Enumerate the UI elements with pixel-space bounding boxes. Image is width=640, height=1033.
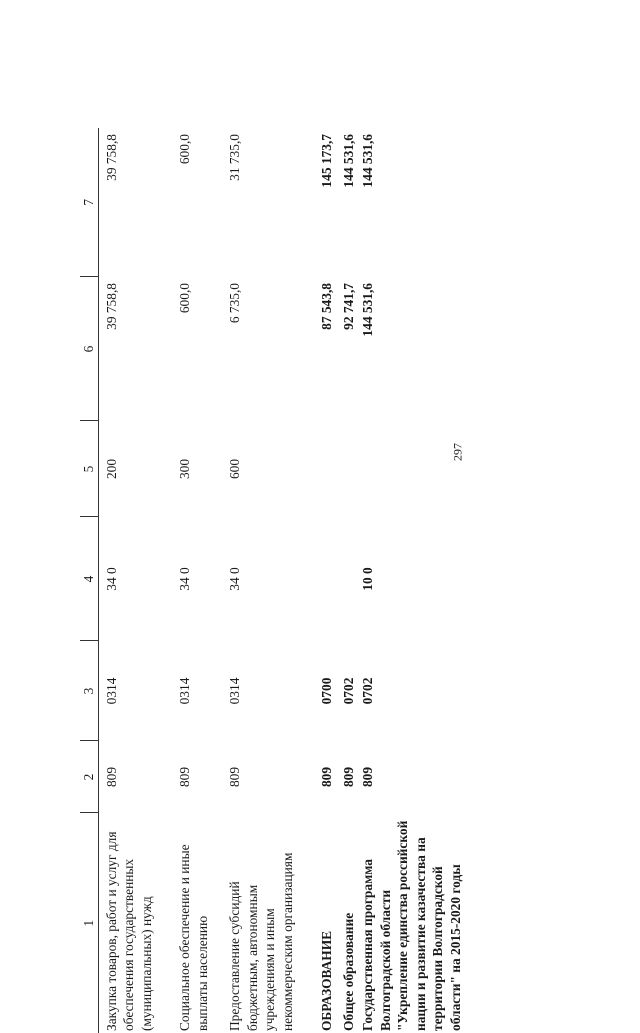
row-code: 809 xyxy=(103,766,119,788)
row-type xyxy=(359,421,464,517)
table-row xyxy=(226,128,310,1033)
row-total: 144 531,6 xyxy=(341,134,356,188)
row-section: 0700 xyxy=(319,677,334,705)
page-number: 297 xyxy=(450,443,465,461)
column-header: 7 xyxy=(80,128,98,277)
row-amount: 600,0 xyxy=(177,283,192,314)
row-target: 10 0 xyxy=(360,567,375,591)
table-row xyxy=(98,128,176,1033)
budget-table xyxy=(80,128,560,1033)
row-amount: 144 531,6 xyxy=(360,283,375,337)
row-total: 39 758,8 xyxy=(103,134,119,181)
row-total: 145 173,7 xyxy=(319,134,334,188)
column-header: 5 xyxy=(80,421,98,517)
row-name: Государственная программа Волгоградской области "Укрепление единства российской нации и развитие казачества на территории Волгоградской области" на 2015-2020 годы xyxy=(360,820,463,1031)
table-header-row xyxy=(80,128,98,1033)
row-amount: 87 543,8 xyxy=(319,283,334,330)
column-header: 4 xyxy=(80,517,98,641)
row-section: 0702 xyxy=(341,677,356,705)
row-target: 34 0 xyxy=(227,567,242,591)
row-code: 809 xyxy=(319,766,334,788)
column-header: 6 xyxy=(80,277,98,421)
table-row xyxy=(176,128,226,1033)
row-amount: 92 741,7 xyxy=(341,283,356,330)
row-code: 809 xyxy=(227,766,242,788)
column-header: 3 xyxy=(80,641,98,741)
column-header: 2 xyxy=(80,741,98,813)
row-name: Предоставление субсидий бюджетным, автономным учреждениям и иным некоммерческим организациям xyxy=(227,852,295,1031)
column-header: 1 xyxy=(80,813,98,1033)
row-code: 809 xyxy=(341,766,356,788)
row-type: 600 xyxy=(227,458,242,480)
row-code: 809 xyxy=(360,766,375,788)
row-name: Закупка товаров, работ и услуг для обеспечения государственных (муниципальных) нужд xyxy=(103,831,154,1031)
row-amount: 39 758,8 xyxy=(103,283,119,330)
row-target: 34 0 xyxy=(177,567,192,591)
row-section: 0314 xyxy=(103,677,119,705)
row-name: Общее образование xyxy=(341,912,356,1031)
row-name: Социальное обеспечение и иные выплаты населению xyxy=(177,844,210,1031)
table-row xyxy=(359,128,464,1033)
row-code: 809 xyxy=(177,766,192,788)
row-type xyxy=(340,421,359,517)
row-total: 31 735,0 xyxy=(227,134,242,181)
row-type: 200 xyxy=(103,458,119,480)
row-total: 144 531,6 xyxy=(360,134,375,188)
row-type xyxy=(310,421,340,517)
row-section: 0702 xyxy=(360,677,375,705)
row-target xyxy=(310,517,340,641)
row-type: 300 xyxy=(177,458,192,480)
table-row xyxy=(310,128,340,1033)
row-amount: 6 735,0 xyxy=(227,283,242,324)
row-target: 34 0 xyxy=(103,567,119,591)
row-target xyxy=(340,517,359,641)
table-row xyxy=(340,128,359,1033)
row-total: 600,0 xyxy=(177,134,192,165)
row-section: 0314 xyxy=(227,677,242,705)
row-section: 0314 xyxy=(177,677,192,705)
row-name: ОБРАЗОВАНИЕ xyxy=(319,930,334,1031)
